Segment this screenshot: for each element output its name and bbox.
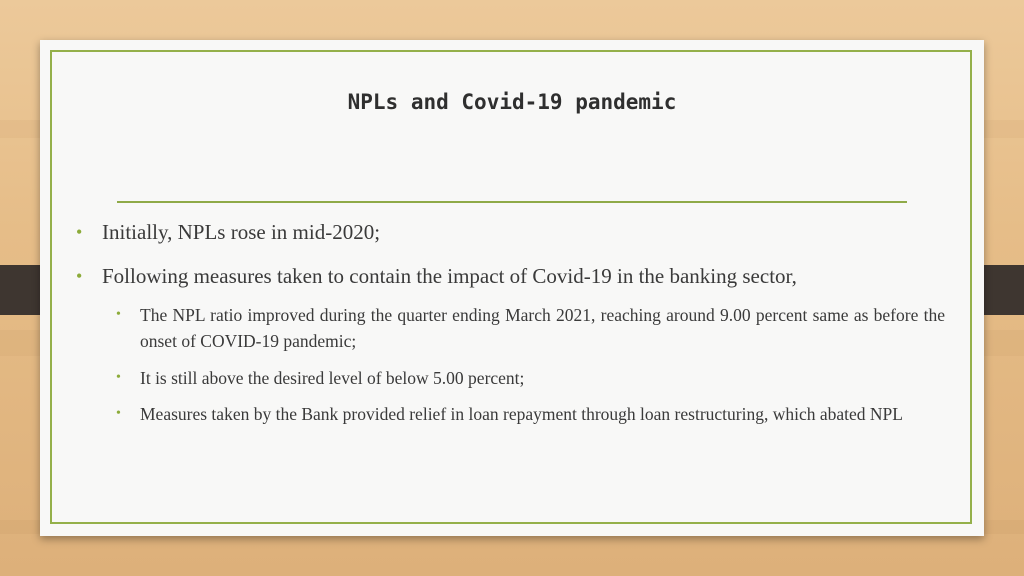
slide-title: NPLs and Covid-19 pandemic — [347, 90, 677, 114]
bullet-dot-icon: • — [76, 266, 83, 286]
sub-bullet-item — [116, 302, 945, 354]
sub-bullet-item — [116, 365, 945, 391]
bullet-dot-icon: • — [116, 307, 121, 322]
bullet-dot-icon: • — [116, 370, 121, 385]
bullet-text: The NPL ratio improved during the quarter ending March 2021, reaching around 9.00 percent same as before the onset of COVID-19 pandemic; — [140, 305, 945, 351]
bullet-text: Following measures taken to contain the impact of Covid-19 in the banking sector, — [102, 264, 797, 288]
bullet-item — [76, 263, 962, 289]
bullet-text: It is still above the desired level of below 5.00 percent; — [140, 368, 525, 388]
bullet-dot-icon: • — [76, 222, 83, 242]
bullet-text: Initially, NPLs rose in mid-2020; — [102, 220, 381, 244]
bullet-item — [76, 219, 952, 245]
title-divider — [117, 201, 907, 203]
slide-card — [40, 40, 984, 536]
bullet-dot-icon: • — [116, 406, 121, 421]
sub-bullet-item — [116, 401, 945, 427]
bullet-text: Measures taken by the Bank provided relief in loan repayment through loan restructuring, which abated NPL — [140, 404, 903, 424]
left-side-tab — [0, 265, 40, 315]
